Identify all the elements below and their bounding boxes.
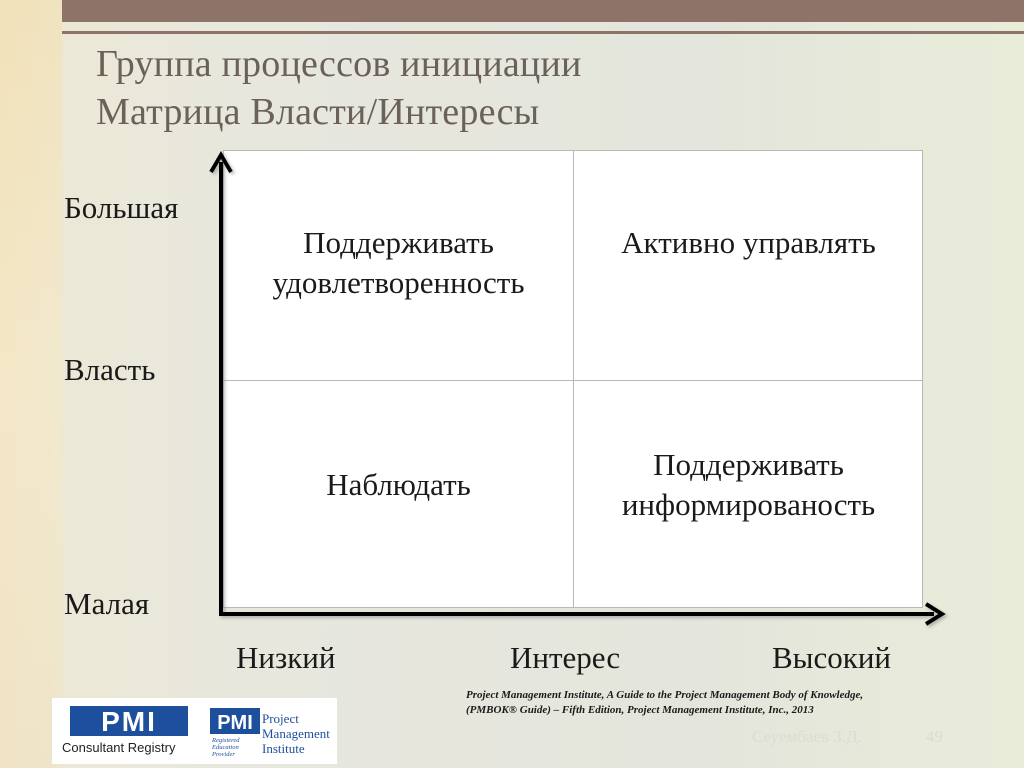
- reg-line: Provider: [212, 751, 235, 758]
- consultant-registry-label: Consultant Registry: [62, 740, 176, 755]
- author-footer: Сеуембаев З.Д.: [752, 727, 862, 746]
- pmi-name-line: Project: [262, 711, 299, 726]
- quadrant-text-line: удовлетворенность: [272, 265, 525, 300]
- quadrant-text-line: информированость: [621, 486, 876, 522]
- svg-text:PMI: PMI: [101, 706, 157, 737]
- y-axis-name-label: Власть: [64, 352, 156, 387]
- pmi-name-line: Institute: [262, 741, 305, 756]
- pmi-name-line: Management: [262, 726, 330, 741]
- quadrant-text-line: Поддерживать: [303, 225, 494, 260]
- quadrant-text-line: Активно управлять: [621, 225, 876, 260]
- citation-line-2: (PMBOK® Guide) – Fifth Edition, Project Management Institute, Inc., 2013: [466, 704, 814, 716]
- svg-text:PMI: PMI: [217, 712, 253, 734]
- x-axis-high-label: Высокий: [772, 640, 892, 675]
- y-axis-high-label: Большая: [64, 190, 179, 225]
- quadrant-text-line: Наблюдать: [326, 466, 471, 502]
- logos-panel: [52, 698, 337, 764]
- reg-line: Education: [212, 744, 239, 751]
- title-line-1: Группа процессов инициации: [96, 43, 582, 85]
- x-axis-name-label: Интерес: [510, 640, 621, 675]
- quadrant-text-line: Поддерживать: [653, 446, 844, 482]
- page-number: 49: [926, 727, 943, 746]
- pmi-logo-mark: [210, 708, 260, 736]
- x-axis-low-label: Низкий: [236, 640, 336, 675]
- title-line-2: Матрица Власти/Интересы: [96, 91, 540, 133]
- y-axis-low-label: Малая: [64, 586, 150, 621]
- registered-provider-label: [212, 737, 240, 758]
- pmi-rep-logo: [210, 708, 334, 762]
- source-citation: [466, 688, 1006, 718]
- citation-line-1: Project Management Institute, A Guide to the Project Management Body of Knowledge,: [466, 689, 864, 701]
- pmi-institute-name: [262, 711, 330, 756]
- reg-line: Registered: [212, 737, 240, 744]
